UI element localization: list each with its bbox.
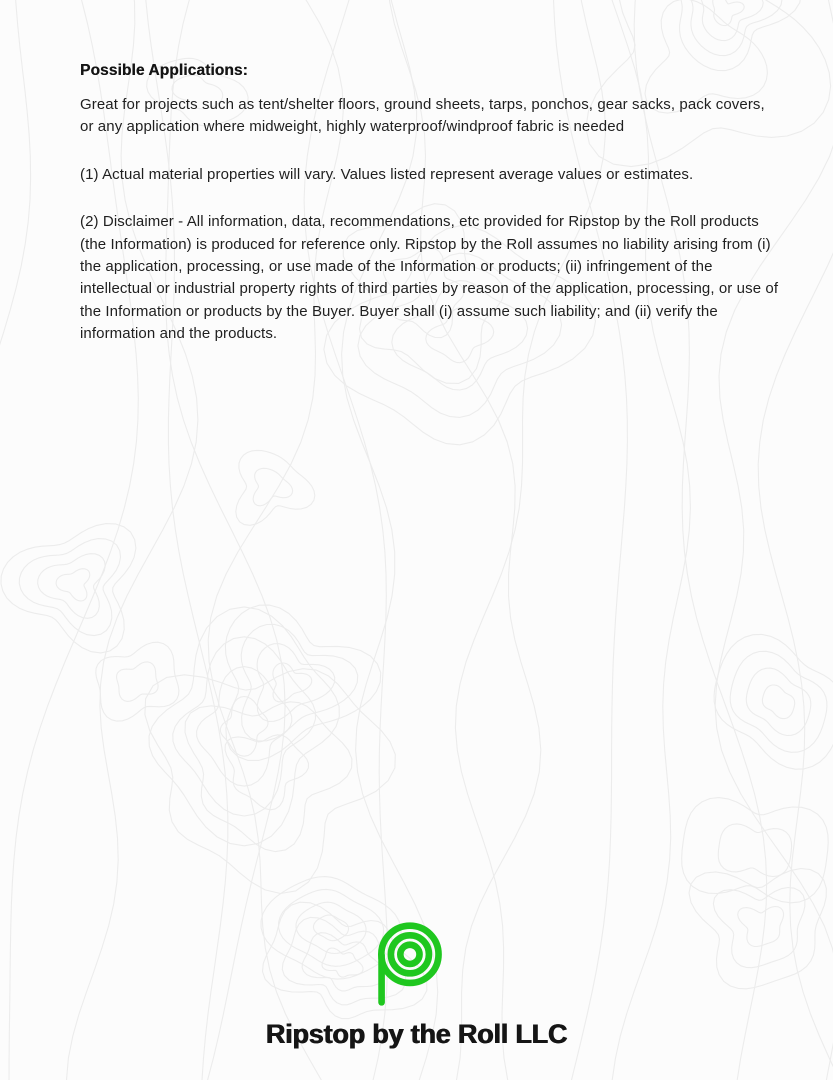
ripstop-p-spiral-logo-icon — [373, 919, 445, 1010]
footnote-1: (1) Actual material properties will vary. Values listed represent average values or estimates. — [80, 165, 694, 183]
document-body — [80, 61, 780, 371]
possible-applications-heading: Possible Applications: — [80, 62, 248, 79]
document-footer — [0, 919, 833, 1050]
brand-name: Ripstop by the Roll LLC — [265, 1019, 568, 1049]
disclaimer-footnote: (2) Disclaimer - All information, data, recommendations, etc provided for Ripstop by the Roll products (the Information) is produced for reference only. Ripstop by the Roll assumes no liability arising from (i) the application, processing, or use made of the Information or products; (ii) infringement of the intellectual or industrial property rights of third parties by reason of the application, processing, or use of the Information or products by the Buyer. Buyer shall (i) assume such liability; and (ii) verify the information and the products. — [80, 213, 779, 343]
logo-wrapper — [0, 919, 825, 1015]
applications-paragraph: Great for projects such as tent/shelter floors, ground sheets, tarps, ponchos, gear sacks, pack covers, or any application where midweight, highly waterproof/windproof fabric is needed — [80, 96, 765, 136]
